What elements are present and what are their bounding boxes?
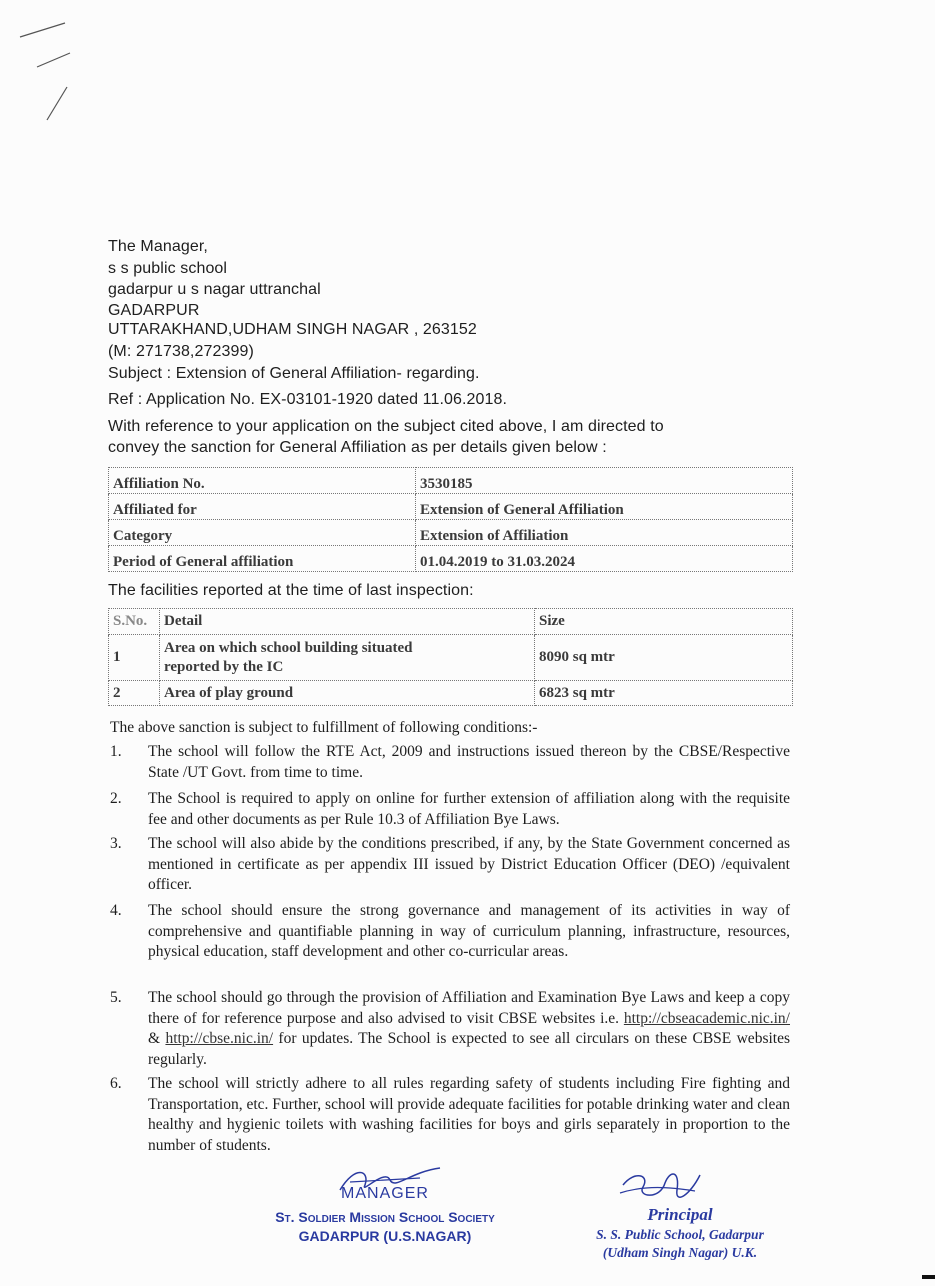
address-state: UTTARAKHAND,UDHAM SINGH NAGAR , 263152 [108,321,477,338]
condition-number: 5. [110,989,122,1006]
size-cell: 8090 sq mtr [535,635,793,681]
table-row [109,609,793,635]
condition-item [110,834,790,896]
affiliation-label: Period of General affiliation [109,546,416,572]
principal-signature [615,1165,705,1210]
table-row [109,520,793,546]
affiliation-value: 01.04.2019 to 31.03.2024 [416,546,793,572]
table-row [109,546,793,572]
detail-cell: Area of play ground [160,681,535,706]
manager-stamp [250,1185,520,1244]
table-row [109,468,793,494]
detail-header: Detail [160,609,535,635]
address-line1: gadarpur u s nagar uttranchal [108,281,321,298]
condition-text: The school should go through the provision of Affiliation and Examination Bye Laws and keep a copy there of for reference purpose and also advised to visit CBSE websites i.e. http://cbseacademic.nic.in/ & http://cbse.nic.in/ for updates. The School is expected to see all circulars on these CBSE websites regularly. [148,989,790,1068]
condition-text: The school should ensure the strong governance and management of its activities in way of comprehensive and quantifiable planning in way of curriculum planning, infrastructure, resources, physical education, staff development and other co-curricular areas. [148,902,790,960]
condition-number: 4. [110,902,122,919]
cbse-academic-link[interactable]: http://cbseacademic.nic.in/ [623,1009,790,1027]
condition-number: 2. [110,790,122,807]
scan-edge-mark [922,1275,935,1279]
facilities-heading: The facilities reported at the time of last inspection: [108,582,474,599]
condition-number: 1. [110,743,122,760]
condition-text: The school will follow the RTE Act, 2009 and instructions issued thereon by the CBSE/Respective State /UT Govt. from time to time. [148,743,790,781]
sno-header: S.No. [109,609,160,635]
condition-number: 3. [110,835,122,852]
principal-stamp [575,1205,785,1261]
stamp-place: GADARPUR (U.S.NAGAR) [298,1228,472,1244]
size-header: Size [535,609,793,635]
affiliation-table [108,467,793,572]
condition-item [110,1074,790,1156]
affiliation-value: 3530185 [416,468,793,494]
address-city: GADARPUR [108,302,200,319]
condition-item [110,901,790,963]
condition-item [110,789,790,830]
sno-cell: 2 [109,681,160,706]
condition-text: The school will also abide by the conditions prescribed, if any, by the State Government concerned as mentioned in certificate as per appendix III issued by District Education Officer (DEO) /equivalent officer. [148,835,790,893]
table-row [109,681,793,706]
stamp-place: (Udham Singh Nagar) U.K. [602,1245,758,1260]
condition-item [110,742,790,783]
affiliation-value: Extension of General Affiliation [416,494,793,520]
stamp-org: St. Soldier Mission School Society [275,1209,495,1225]
detail-line: reported by the IC [164,658,284,675]
address-to: The Manager, [108,238,208,255]
stamp-school: S. S. Public School, Gadarpur [596,1227,764,1242]
stamp-title: Principal [647,1205,713,1224]
sno-cell: 1 [109,635,160,681]
affiliation-label: Affiliation No. [109,468,416,494]
subject-line: Subject : Extension of General Affiliation- regarding. [108,365,480,382]
detail-line: Area on which school building situated [164,639,413,656]
condition-text: The school will strictly adhere to all rules regarding safety of students including Fire fighting and Transportation, etc. Further, school will provide adequate facilities for potable drinking water and clean healthy and hygienic toilets with washing facilities for boys and girls separately in proportion to the number of students. [148,1075,790,1154]
cbse-link[interactable]: http://cbse.nic.in/ [165,1030,274,1047]
reference-line: Ref : Application No. EX-03101-1920 dated 11.06.2018. [108,391,508,408]
address-school: s s public school [108,260,228,277]
affiliation-label: Affiliated for [109,494,416,520]
address-phone: (M: 271738,272399) [108,343,254,360]
pen-marks [15,15,85,125]
affiliation-value: Extension of Affiliation [416,520,793,546]
detail-cell [160,635,535,681]
condition-item [110,988,790,1070]
condition-number: 6. [110,1075,122,1092]
stamp-title: MANAGER [341,1185,429,1202]
size-cell: 6823 sq mtr [535,681,793,706]
table-row [109,635,793,681]
intro-line-2: convey the sanction for General Affiliation as per details given below : [108,439,607,456]
condition-text: The School is required to apply on online for further extension of affiliation along with the requisite fee and other documents as per Rule 10.3 of Affiliation Bye Laws. [148,790,790,828]
table-row [109,494,793,520]
affiliation-label: Category [109,520,416,546]
intro-line-1: With reference to your application on the subject cited above, I am directed to [108,418,664,435]
facilities-table [108,608,793,706]
conditions-heading: The above sanction is subject to fulfillment of following conditions:- [110,719,538,736]
